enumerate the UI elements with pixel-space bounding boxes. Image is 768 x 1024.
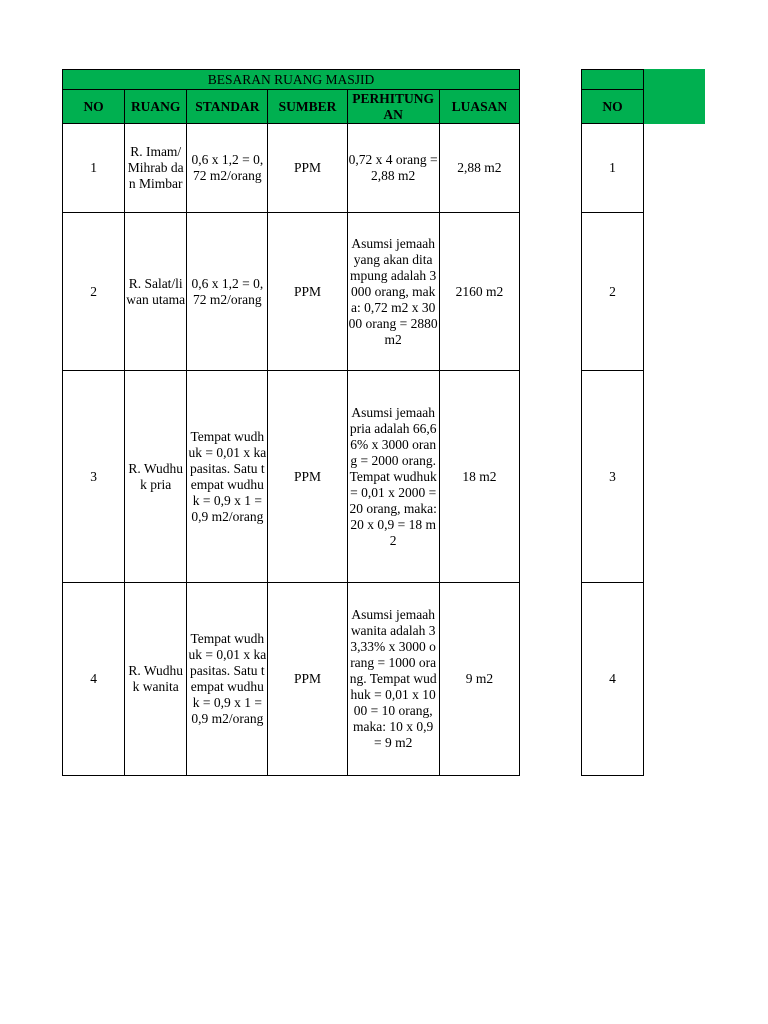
cell-no: 4 [63,583,125,776]
cell-ruang: R. Salat/liwan utama [125,213,187,371]
cell-standar: 0,6 x 1,2 = 0,72 m2/orang [187,124,268,213]
table-row [63,371,520,583]
side-cell-no: 4 [582,583,644,776]
table-row [63,213,520,371]
header-fill-extension [643,69,705,124]
cell-luasan: 2160 m2 [439,213,519,371]
cell-ruang: R. Imam/Mihrab dan Mimbar [125,124,187,213]
side-cell-no: 2 [582,213,644,371]
cell-no: 1 [63,124,125,213]
cell-standar: 0,6 x 1,2 = 0,72 m2/orang [187,213,268,371]
side-cell-no: 1 [582,124,644,213]
cell-standar: Tempat wudhuk = 0,01 x kapasitas. Satu tempat wudhuk = 0,9 x 1 = 0,9 m2/orang [187,583,268,776]
header-sumber: SUMBER [268,90,347,124]
side-number-table [581,69,644,776]
cell-luasan: 2,88 m2 [439,124,519,213]
cell-sumber: PPM [268,213,347,371]
cell-standar: Tempat wudhuk = 0,01 x kapasitas. Satu tempat wudhuk = 0,9 x 1 = 0,9 m2/orang [187,371,268,583]
cell-no: 3 [63,371,125,583]
side-cell-no: 3 [582,371,644,583]
cell-sumber: PPM [268,371,347,583]
cell-no: 2 [63,213,125,371]
cell-sumber: PPM [268,583,347,776]
header-ruang: RUANG [125,90,187,124]
header-perhitungan: PERHITUNGAN [347,90,439,124]
table-row [63,583,520,776]
table-header-row [63,90,520,124]
header-luasan: LUASAN [439,90,519,124]
cell-luasan: 9 m2 [439,583,519,776]
header-standar: STANDAR [187,90,268,124]
side-title-fill [582,70,644,90]
cell-perhitungan: Asumsi jemaah yang akan ditampung adalah 3000 orang, maka: 0,72 m2 x 3000 orang = 2880 m2 [347,213,439,371]
room-size-table [62,69,520,776]
table-title: BESARAN RUANG MASJID [63,70,520,90]
side-header-no: NO [582,90,644,124]
cell-perhitungan: Asumsi jemaah pria adalah 66,66% x 3000 orang = 2000 orang. Tempat wudhuk = 0,01 x 2000 = 20 orang, maka: 20 x 0,9 = 18 m2 [347,371,439,583]
table-row [63,124,520,213]
cell-ruang: R. Wudhuk wanita [125,583,187,776]
cell-ruang: R. Wudhuk pria [125,371,187,583]
cell-perhitungan: 0,72 x 4 orang = 2,88 m2 [347,124,439,213]
header-no: NO [63,90,125,124]
cell-luasan: 18 m2 [439,371,519,583]
cell-sumber: PPM [268,124,347,213]
cell-perhitungan: Asumsi jemaah wanita adalah 33,33% x 3000 orang = 1000 orang. Tempat wudhuk = 0,01 x 1000 = 10 orang, maka: 10 x 0,9 = 9 m2 [347,583,439,776]
